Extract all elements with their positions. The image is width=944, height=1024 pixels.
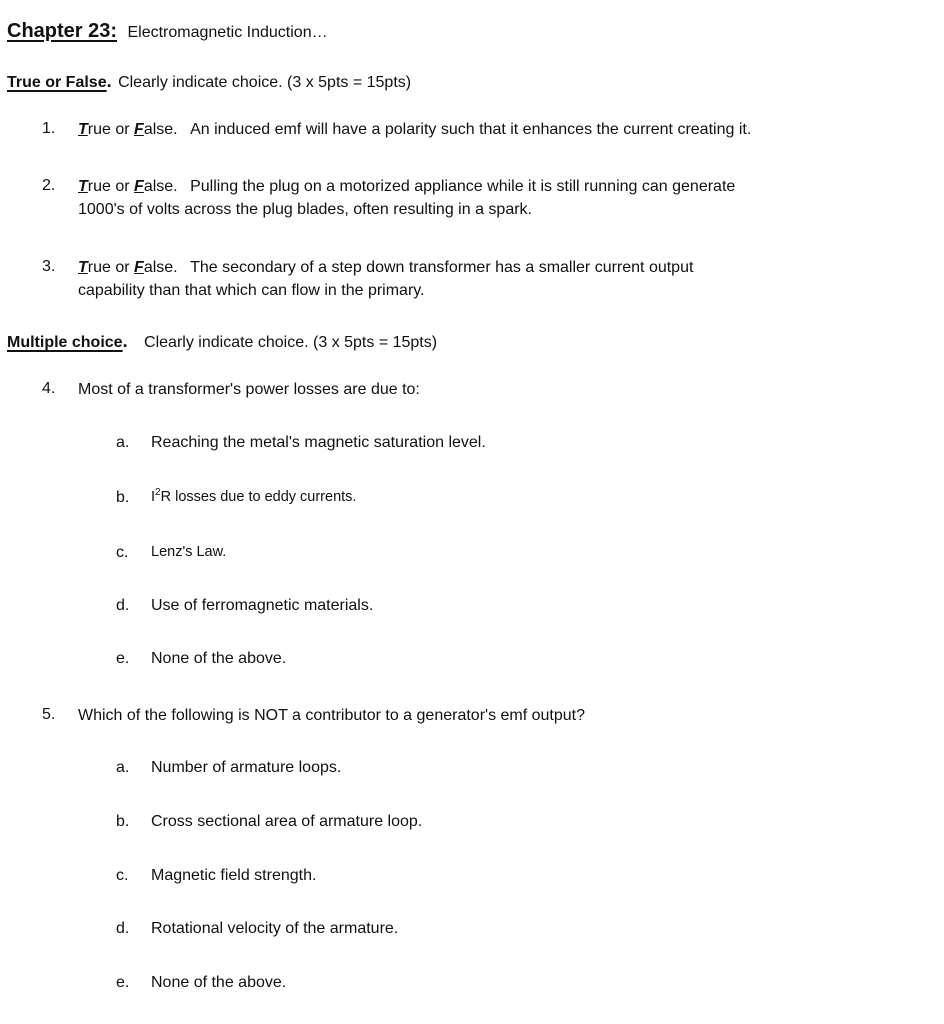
superscript-two: 2 bbox=[155, 487, 161, 498]
question-text: The secondary of a step down transformer has a smaller current output bbox=[190, 259, 694, 276]
question-text: An induced emf will have a polarity such that it enhances the current creating it. bbox=[190, 121, 752, 138]
multiple-choice-header bbox=[7, 331, 437, 352]
chapter-label: Chapter 23: bbox=[7, 20, 118, 42]
multiple-choice-instructions: Clearly indicate choice. (3 x 5pts = 15pts) bbox=[144, 334, 438, 351]
multiple-choice-dot: . bbox=[122, 331, 128, 351]
option-text[interactable]: Magnetic field strength. bbox=[151, 867, 317, 884]
option-text[interactable]: Reaching the metal's magnetic saturation level. bbox=[151, 434, 486, 451]
false-choice-rest: alse. bbox=[143, 259, 178, 276]
false-choice[interactable]: F bbox=[134, 121, 144, 138]
option-letter[interactable]: d. bbox=[116, 597, 130, 614]
question-number: 2. bbox=[42, 177, 56, 194]
option-text[interactable]: Lenz's Law. bbox=[151, 544, 227, 560]
true-choice-rest: rue or bbox=[87, 178, 135, 195]
true-choice[interactable]: T bbox=[78, 178, 88, 195]
true-false-instructions: Clearly indicate choice. (3 x 5pts = 15pts) bbox=[118, 74, 412, 91]
false-choice[interactable]: F bbox=[134, 178, 144, 195]
option-text-prefix: I bbox=[151, 489, 156, 505]
option-letter[interactable]: e. bbox=[116, 974, 130, 991]
false-choice[interactable]: F bbox=[134, 259, 144, 276]
option-letter[interactable]: c. bbox=[116, 544, 129, 561]
chapter-title: Electromagnetic Induction… bbox=[127, 24, 328, 41]
mc-question-5-text: Which of the following is NOT a contributor to a generator's emf output? bbox=[78, 707, 586, 724]
question-number: 3. bbox=[42, 258, 56, 275]
option-letter[interactable]: e. bbox=[116, 650, 130, 667]
option-letter[interactable]: c. bbox=[116, 867, 129, 884]
option-text[interactable]: None of the above. bbox=[151, 974, 287, 991]
tf-question-3 bbox=[78, 256, 693, 302]
true-choice-rest: rue or bbox=[87, 121, 135, 138]
question-number: 4. bbox=[42, 380, 56, 397]
option-text[interactable]: None of the above. bbox=[151, 650, 287, 667]
tf-question-1 bbox=[78, 118, 751, 141]
question-text: Pulling the plug on a motorized appliance while it is still running can generate bbox=[190, 178, 736, 195]
multiple-choice-label: Multiple choice bbox=[7, 334, 123, 351]
question-text-line2: 1000's of volts across the plug blades, often resulting in a spark. bbox=[78, 201, 532, 218]
option-letter[interactable]: b. bbox=[116, 489, 130, 506]
true-choice-rest: rue or bbox=[87, 259, 135, 276]
option-text[interactable] bbox=[151, 489, 356, 505]
option-letter[interactable]: d. bbox=[116, 920, 130, 937]
true-false-header bbox=[7, 71, 411, 92]
false-choice-rest: alse. bbox=[143, 121, 178, 138]
option-text[interactable]: Number of armature loops. bbox=[151, 759, 342, 776]
option-text[interactable]: Use of ferromagnetic materials. bbox=[151, 597, 374, 614]
option-text-body: R losses due to eddy currents. bbox=[160, 489, 357, 505]
false-choice-rest: alse. bbox=[143, 178, 178, 195]
question-number: 5. bbox=[42, 706, 56, 723]
question-number: 1. bbox=[42, 120, 56, 137]
tf-question-2 bbox=[78, 175, 735, 221]
option-text[interactable]: Cross sectional area of armature loop. bbox=[151, 813, 423, 830]
option-letter[interactable]: b. bbox=[116, 813, 130, 830]
question-text-line2: capability than that which can flow in the primary. bbox=[78, 282, 425, 299]
true-choice[interactable]: T bbox=[78, 121, 88, 138]
true-false-dot: . bbox=[106, 71, 112, 91]
chapter-heading bbox=[7, 20, 328, 43]
true-choice[interactable]: T bbox=[78, 259, 88, 276]
option-text[interactable]: Rotational velocity of the armature. bbox=[151, 920, 399, 937]
option-letter[interactable]: a. bbox=[116, 434, 130, 451]
option-letter[interactable]: a. bbox=[116, 759, 130, 776]
mc-question-4-text: Most of a transformer's power losses are due to: bbox=[78, 381, 420, 398]
true-false-label: True or False bbox=[7, 74, 107, 91]
